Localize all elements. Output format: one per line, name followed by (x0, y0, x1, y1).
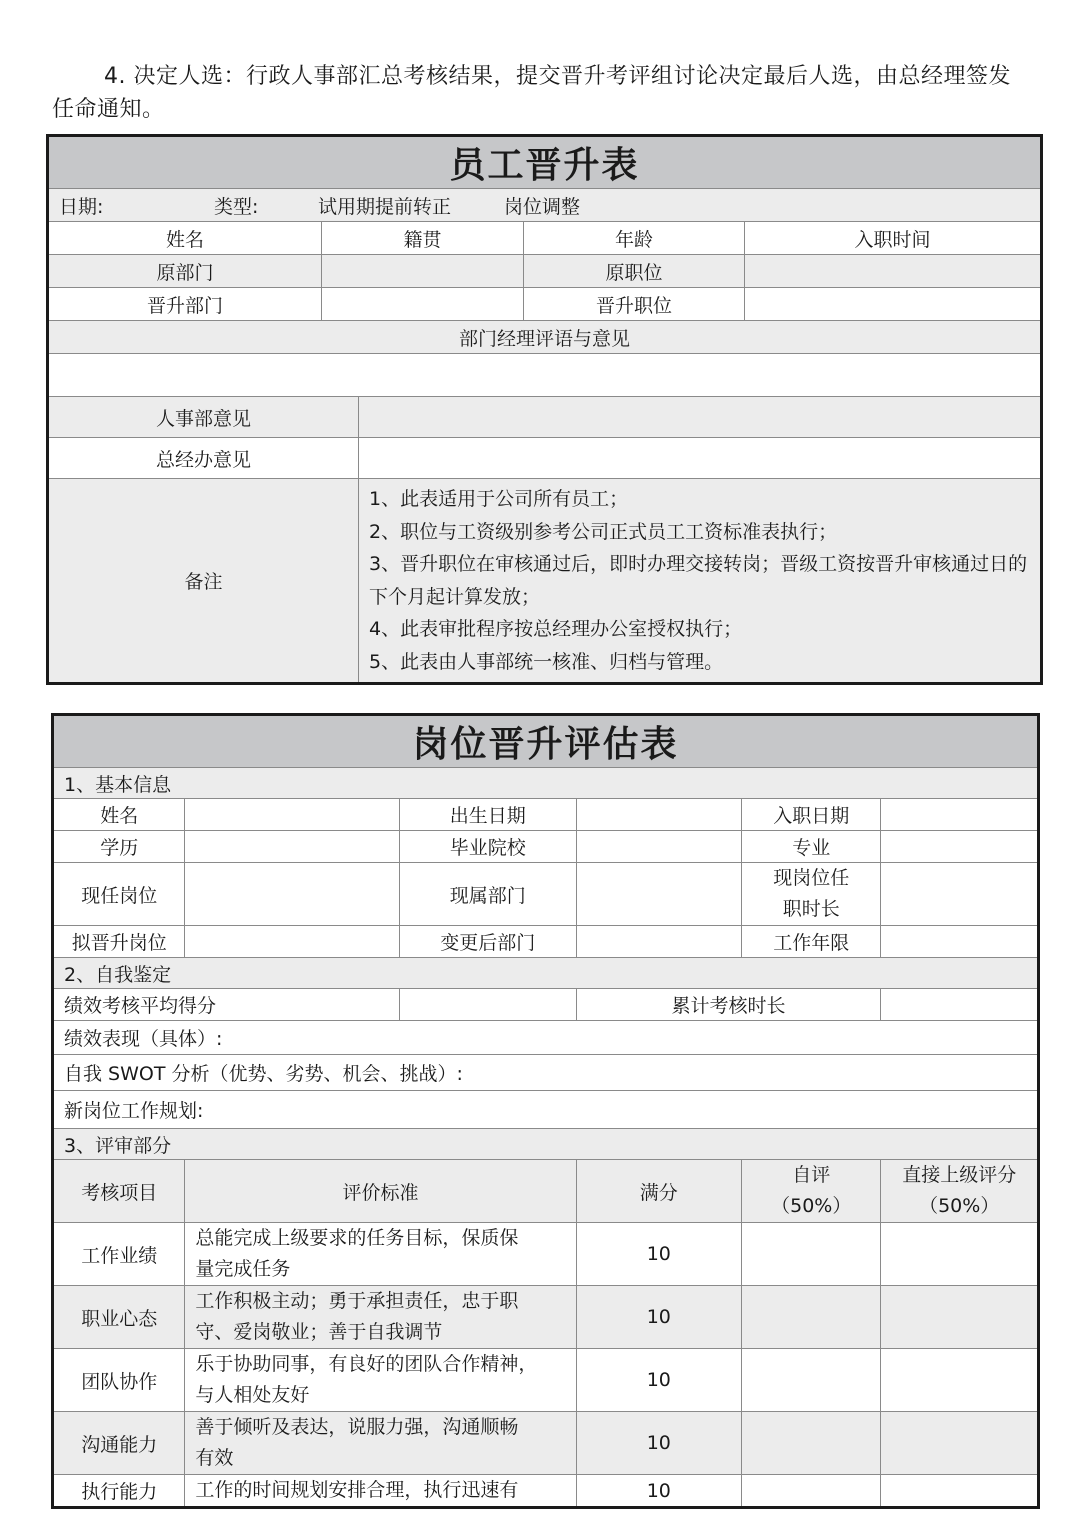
name-label: 姓名 (48, 222, 322, 255)
review-self-header (742, 1160, 881, 1223)
note-line: 2、职位与工资级别参考公司正式员工工资标准表执行； (369, 520, 838, 543)
review-criteria (185, 1349, 576, 1412)
review-full-score: 10 (576, 1475, 741, 1508)
review-criteria (185, 1475, 576, 1508)
criteria-line: 工作积极主动；勇于承担责任，忠于职 (195, 1290, 519, 1312)
review-item: 团队协作 (53, 1349, 185, 1412)
section-basic-info: 1、基本信息 (53, 768, 1039, 799)
hr-opinion-label: 人事部意见 (48, 397, 359, 438)
work-years-label: 工作年限 (742, 926, 881, 958)
gm-opinion-field[interactable] (359, 438, 1042, 479)
type-option-transfer[interactable]: 岗位调整 (504, 195, 581, 218)
promo-dept-field[interactable] (322, 288, 524, 321)
school-label: 毕业院校 (400, 831, 577, 863)
manager-comment-field[interactable] (48, 354, 1042, 397)
current-tenure-field[interactable] (881, 863, 1039, 926)
form2-title: 岗位晋升评估表 (53, 715, 1039, 768)
notes-label: 备注 (48, 479, 359, 684)
criteria-line: 有效 (195, 1447, 234, 1469)
current-dept-label: 现属部门 (400, 863, 577, 926)
current-tenure-line2: 职时长 (782, 898, 840, 920)
employee-promotion-form (46, 134, 1043, 685)
supervisor-header-line1: 直接上级评分 (902, 1164, 1017, 1186)
education-field[interactable] (185, 831, 400, 863)
new-dept-field[interactable] (576, 926, 741, 958)
review-item: 工作业绩 (53, 1223, 185, 1286)
self-header-line1: 自评 (792, 1164, 831, 1186)
note-line: 4、此表审批程序按总经理办公室授权执行； (369, 618, 743, 640)
type-option-probation[interactable]: 试用期提前转正 (318, 195, 452, 218)
age-label: 年龄 (524, 222, 745, 255)
review-item-header: 考核项目 (53, 1160, 185, 1223)
form1-title: 员工晋升表 (48, 136, 1042, 189)
criteria-line: 乐于协助同事，有良好的团队合作精神， (195, 1353, 538, 1375)
current-position-label: 现任岗位 (53, 863, 185, 926)
current-tenure-line1: 现岗位任 (773, 867, 850, 889)
performance-field[interactable]: 绩效表现（具体）: (53, 1021, 1039, 1055)
self-header-line2: （50%） (771, 1195, 852, 1217)
orig-pos-field[interactable] (745, 255, 1042, 288)
birth-field[interactable] (576, 799, 741, 831)
review-criteria (185, 1286, 576, 1349)
review-supervisor-header (881, 1160, 1039, 1223)
education-label: 学历 (53, 831, 185, 863)
name-field[interactable] (185, 799, 400, 831)
current-position-field[interactable] (185, 863, 400, 926)
birth-label: 出生日期 (400, 799, 577, 831)
name-label: 姓名 (53, 799, 185, 831)
manager-comment-label: 部门经理评语与意见 (48, 321, 1042, 354)
note-line: 5、此表由人事部统一核准、归档与管理。 (369, 650, 724, 673)
hometown-label: 籍贯 (322, 222, 524, 255)
review-full-score: 10 (576, 1223, 741, 1286)
proposed-position-field[interactable] (185, 926, 400, 958)
self-score-field[interactable] (742, 1475, 881, 1508)
review-item: 职业心态 (53, 1286, 185, 1349)
self-score-field[interactable] (742, 1349, 881, 1412)
review-criteria (185, 1412, 576, 1475)
supervisor-score-field[interactable] (881, 1475, 1039, 1508)
hr-opinion-field[interactable] (359, 397, 1042, 438)
avg-score-label: 绩效考核平均得分 (53, 989, 400, 1021)
review-full-score: 10 (576, 1286, 741, 1349)
join-date-label: 入职日期 (742, 799, 881, 831)
criteria-line: 善于倾听及表达，说服力强，沟通顺畅 (195, 1416, 519, 1438)
avg-score-field[interactable] (400, 989, 577, 1021)
join-date-field[interactable] (881, 799, 1039, 831)
note-line: 1、此表适用于公司所有员工； (369, 488, 629, 510)
date-label: 日期: (59, 195, 104, 218)
join-time-label: 入职时间 (745, 222, 1042, 255)
self-score-field[interactable] (742, 1223, 881, 1286)
criteria-line: 量完成任务 (195, 1258, 291, 1280)
self-score-field[interactable] (742, 1286, 881, 1349)
orig-dept-label: 原部门 (48, 255, 322, 288)
supervisor-score-field[interactable] (881, 1412, 1039, 1475)
notes-content (359, 479, 1042, 684)
review-full-score-header: 满分 (576, 1160, 741, 1223)
review-item: 执行能力 (53, 1475, 185, 1508)
review-criteria-header: 评价标准 (185, 1160, 576, 1223)
gm-opinion-label: 总经办意见 (48, 438, 359, 479)
total-time-label: 累计考核时长 (576, 989, 881, 1021)
supervisor-header-line2: （50%） (919, 1195, 1000, 1217)
type-label: 类型: (214, 195, 259, 218)
proposed-position-label: 拟晋升岗位 (53, 926, 185, 958)
self-score-field[interactable] (742, 1412, 881, 1475)
total-time-field[interactable] (881, 989, 1039, 1021)
section-review: 3、评审部分 (53, 1129, 1039, 1160)
current-tenure-label (742, 863, 881, 926)
promo-dept-label: 晋升部门 (48, 288, 322, 321)
note-line: 3、晋升职位在审核通过后，即时办理交接转岗；晋级工资按晋升审核通过日的下个月起计算发放； (369, 553, 1028, 608)
work-plan-field[interactable]: 新岗位工作规划: (53, 1091, 1039, 1129)
criteria-line: 与人相处友好 (195, 1384, 310, 1406)
review-criteria (185, 1223, 576, 1286)
criteria-line: 守、爱岗敬业；善于自我调节 (195, 1321, 443, 1343)
supervisor-score-field[interactable] (881, 1286, 1039, 1349)
position-promotion-evaluation-form (51, 713, 1040, 1509)
promo-pos-label: 晋升职位 (524, 288, 745, 321)
criteria-line: 工作的时间规划安排合理，执行迅速有 (195, 1479, 519, 1501)
major-field[interactable] (881, 831, 1039, 863)
school-field[interactable] (576, 831, 741, 863)
review-full-score: 10 (576, 1412, 741, 1475)
criteria-line: 总能完成上级要求的任务目标，保质保 (195, 1227, 519, 1249)
new-dept-label: 变更后部门 (400, 926, 577, 958)
work-years-field[interactable] (881, 926, 1039, 958)
orig-pos-label: 原职位 (524, 255, 745, 288)
form1-info-row (48, 189, 1042, 222)
review-item: 沟通能力 (53, 1412, 185, 1475)
supervisor-score-field[interactable] (881, 1349, 1039, 1412)
intro-paragraph: 4. 决定人选：行政人事部汇总考核结果，提交晋升考评组讨论决定最后人选，由总经理签发任命通知。 (52, 64, 1011, 122)
supervisor-score-field[interactable] (881, 1223, 1039, 1286)
current-dept-field[interactable] (576, 863, 741, 926)
review-full-score: 10 (576, 1349, 741, 1412)
section-self-assessment: 2、自我鉴定 (53, 958, 1039, 989)
swot-field[interactable]: 自我 SWOT 分析（优势、劣势、机会、挑战）: (53, 1055, 1039, 1091)
major-label: 专业 (742, 831, 881, 863)
orig-dept-field[interactable] (322, 255, 524, 288)
promo-pos-field[interactable] (745, 288, 1042, 321)
